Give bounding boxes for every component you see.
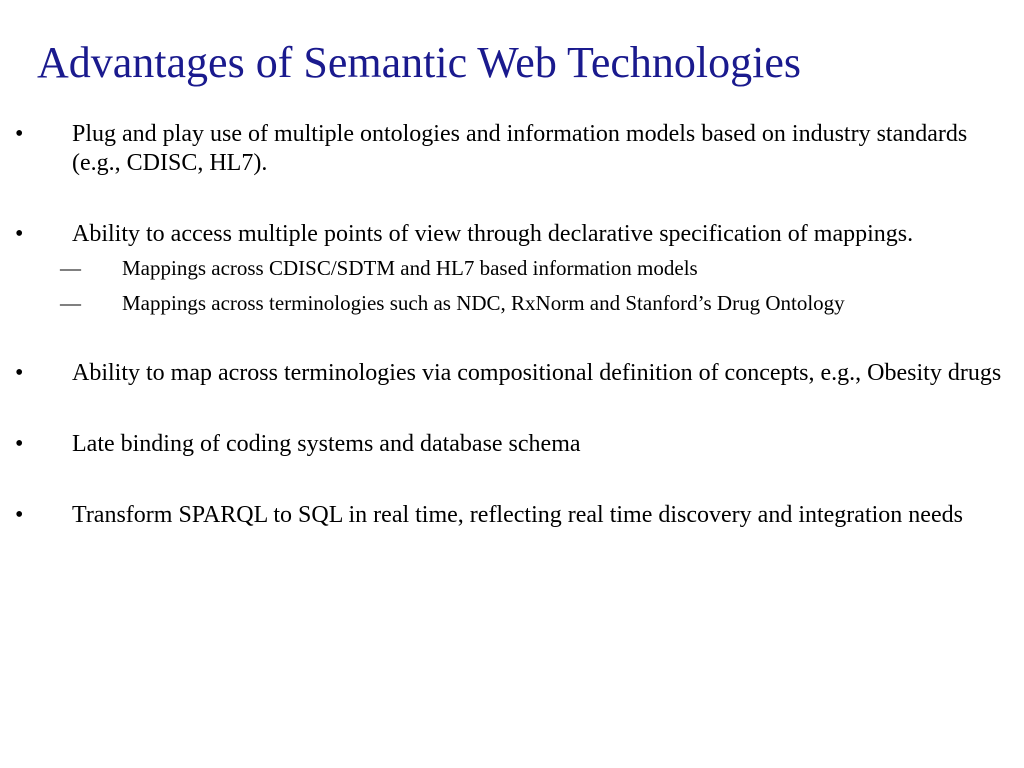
bullet-dot-icon: •: [15, 431, 24, 457]
dash-icon: —: [60, 256, 81, 280]
bullet-list: [0, 120, 1024, 572]
bullet-item: [0, 430, 1024, 459]
sub-bullet-item: [0, 255, 1024, 282]
dash-icon: —: [60, 291, 81, 315]
sub-bullet-text: Mappings across terminologies such as NDC, RxNorm and Stanford’s Drug Ontology: [122, 291, 845, 315]
sub-bullet-item: [0, 290, 1024, 317]
bullet-dot-icon: •: [15, 360, 24, 386]
bullet-item: [0, 120, 1024, 178]
bullet-text: Ability to map across terminologies via compositional definition of concepts, e.g., Obesity drugs: [72, 360, 1002, 386]
bullet-text: Late binding of coding systems and database schema: [72, 431, 581, 457]
bullet-text: Plug and play use of multiple ontologies and information models based on industry standards (e.g., CDISC, HL7).: [72, 121, 968, 176]
bullet-text: Ability to access multiple points of view through declarative specification of mappings.: [72, 221, 914, 247]
bullet-item: [0, 501, 1024, 530]
bullet-dot-icon: •: [15, 502, 24, 528]
bullet-text: Transform SPARQL to SQL in real time, reflecting real time discovery and integration needs: [72, 502, 963, 528]
sub-bullet-list: [0, 255, 1024, 317]
bullet-dot-icon: •: [15, 221, 24, 247]
bullet-dot-icon: •: [15, 121, 24, 147]
sub-bullet-text: Mappings across CDISC/SDTM and HL7 based information models: [122, 256, 698, 280]
bullet-item: [0, 220, 1024, 317]
slide-title: Advantages of Semantic Web Technologies: [37, 38, 802, 87]
bullet-item: [0, 359, 1024, 388]
